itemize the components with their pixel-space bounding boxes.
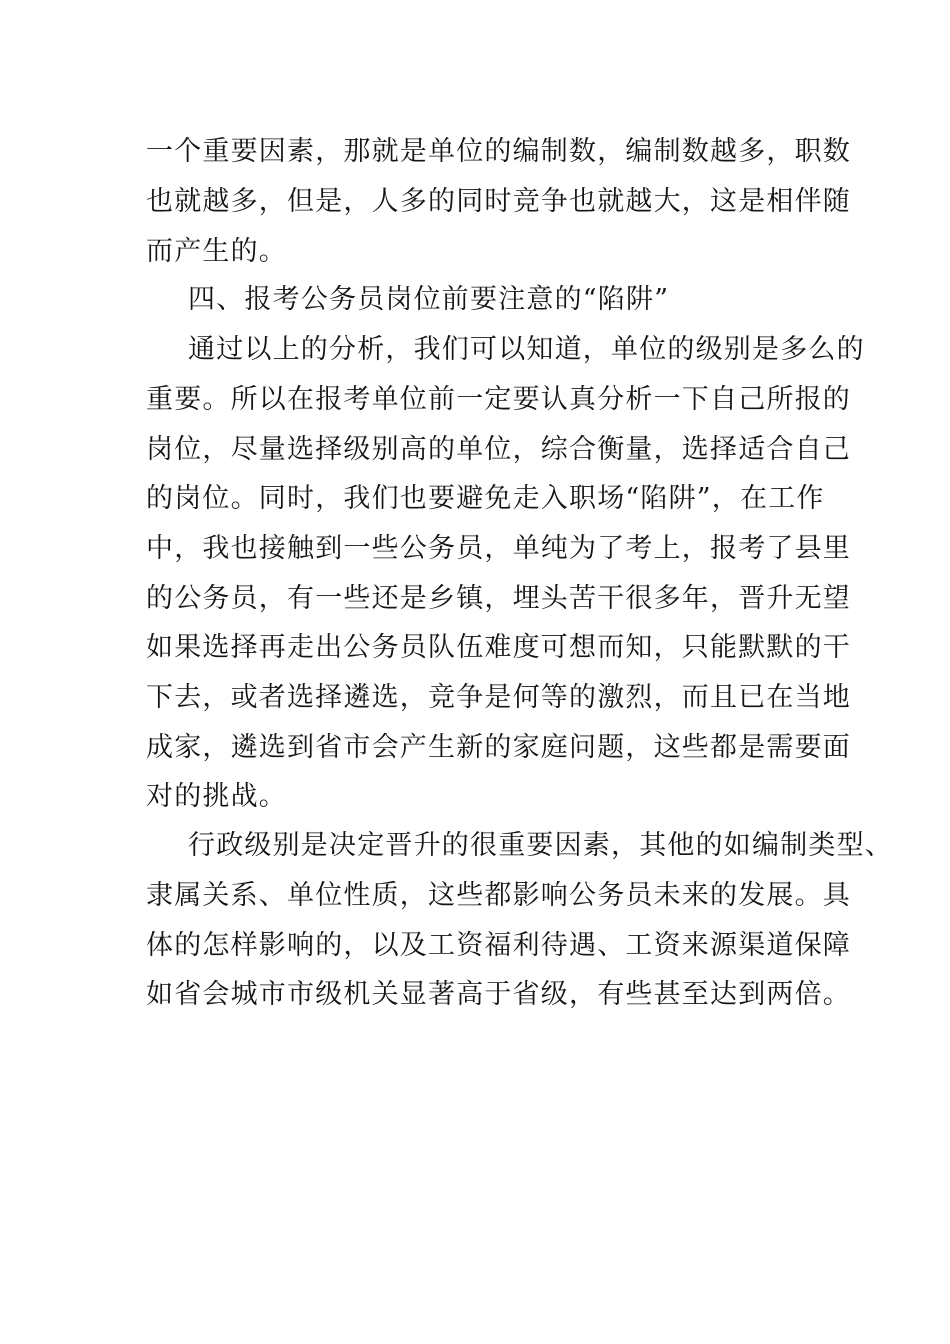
- paragraph-line: 如果选择再走出公务员队伍难度可想而知，只能默默的干: [146, 632, 851, 663]
- section-heading: 四、报考公务员岗位前要注意的“陷阱”: [188, 284, 670, 315]
- paragraph-line: 下去，或者选择遴选，竞争是何等的激烈，而且已在当地: [146, 682, 851, 713]
- paragraph-line: 体的怎样影响的，以及工资福利待遇、工资来源渠道保障: [146, 930, 851, 961]
- paragraph-line: 岗位，尽量选择级别高的单位，综合衡量，选择适合自己: [146, 434, 851, 465]
- paragraph-line: 而产生的。: [146, 236, 287, 267]
- paragraph-line: 一个重要因素，那就是单位的编制数，编制数越多，职数: [146, 136, 851, 167]
- paragraph-line: 重要。所以在报考单位前一定要认真分析一下自己所报的: [146, 384, 851, 415]
- paragraph-line: 通过以上的分析，我们可以知道，单位的级别是多么的: [188, 334, 865, 365]
- paragraph-line: 中，我也接触到一些公务员，单纯为了考上，报考了县里: [146, 533, 851, 564]
- paragraph-line: 对的挑战。: [146, 781, 287, 812]
- paragraph-line: 的岗位。同时，我们也要避免走入职场“陷阱”，在工作: [146, 483, 825, 514]
- paragraph-line: 的公务员，有一些还是乡镇，埋头苦干很多年，晋升无望: [146, 583, 851, 614]
- paragraph-line: 行政级别是决定晋升的很重要因素，其他的如编制类型、: [188, 830, 893, 861]
- paragraph-line: 也就越多，但是，人多的同时竞争也就越大，这是相伴随: [146, 186, 851, 217]
- paragraph-line: 成家，遴选到省市会产生新的家庭问题，这些都是需要面: [146, 732, 851, 763]
- paragraph-line: 如省会城市市级机关显著高于省级，有些甚至达到两倍。: [146, 979, 851, 1010]
- paragraph-line: 隶属关系、单位性质，这些都影响公务员未来的发展。具: [146, 880, 851, 911]
